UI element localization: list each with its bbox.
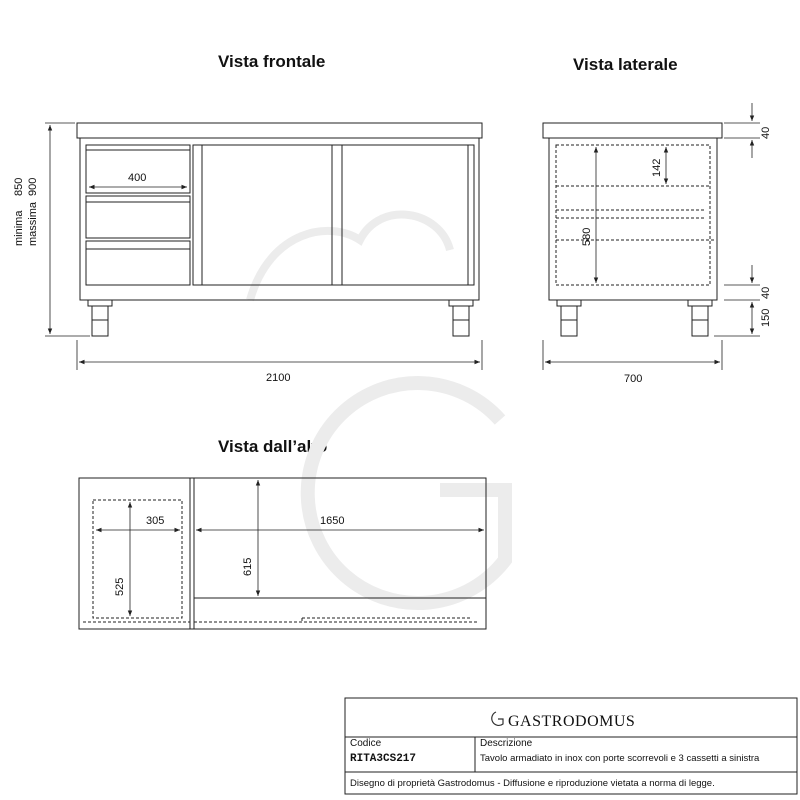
side-foot-left: [561, 306, 577, 336]
brand-logo-mark: [492, 712, 503, 725]
height-min-label: minima: [13, 210, 25, 246]
front-foot-left-plate: [88, 300, 112, 306]
front-foot-right-plate: [449, 300, 473, 306]
side-view-title: Vista laterale: [573, 55, 678, 74]
top-drawer-depth: 525: [114, 577, 126, 596]
side-body: [549, 138, 717, 300]
front-top-plate: [77, 123, 482, 138]
code-label: Codice: [350, 738, 382, 749]
height-min-value: 850: [13, 177, 25, 196]
front-drawer-1: [86, 145, 190, 193]
front-drawer-2-lip: [86, 196, 190, 202]
front-door-center-edge: [332, 145, 342, 285]
side-foot-right-plate: [688, 300, 712, 306]
top-cabinet-width: 1650: [320, 515, 345, 527]
top-drawer-width: 305: [146, 515, 165, 527]
front-drawer-3-lip: [86, 241, 190, 249]
drawer-width-label: 400: [128, 172, 147, 184]
front-foot-right: [453, 306, 469, 336]
side-foot-height: 150: [760, 308, 772, 327]
description-value: Tavolo armadiato in inox con porte scorrevoli e 3 cassetti a sinistra: [480, 753, 760, 764]
footer-note: Disegno di proprietà Gastrodomus - Diffusione e riproduzione vietata a norma di legge.: [350, 778, 715, 789]
side-foot-left-plate: [557, 300, 581, 306]
side-shelf-gap: 142: [651, 158, 663, 177]
front-view-title: Vista frontale: [218, 52, 326, 71]
front-foot-left: [92, 306, 108, 336]
height-max-value: 900: [27, 177, 39, 196]
watermark-logo: [250, 215, 505, 603]
front-width-label: 2100: [266, 372, 291, 384]
top-cabinet-depth: 615: [242, 557, 254, 576]
side-inner: [556, 145, 710, 285]
front-drawer-1-lip: [86, 145, 190, 150]
top-view-title: Vista dall’alto: [218, 437, 328, 456]
side-top-thickness: 40: [760, 126, 772, 139]
side-depth-label: 700: [624, 373, 643, 385]
front-door-left-edge: [193, 145, 202, 285]
front-view: [77, 123, 482, 336]
side-view: [543, 123, 722, 336]
side-inner-height: 580: [581, 227, 593, 246]
description-label: Descrizione: [480, 738, 533, 749]
front-door-right-edge: [468, 145, 474, 285]
brand-name: GASTRODOMUS: [508, 713, 636, 730]
side-bottom-thickness: 40: [760, 286, 772, 299]
top-drawer-area: [93, 500, 182, 618]
code-value: RITA3CS217: [350, 753, 417, 765]
front-drawer-3: [86, 241, 190, 285]
height-max-label: massima: [27, 201, 39, 246]
side-top-plate: [543, 123, 722, 138]
side-foot-right: [692, 306, 708, 336]
